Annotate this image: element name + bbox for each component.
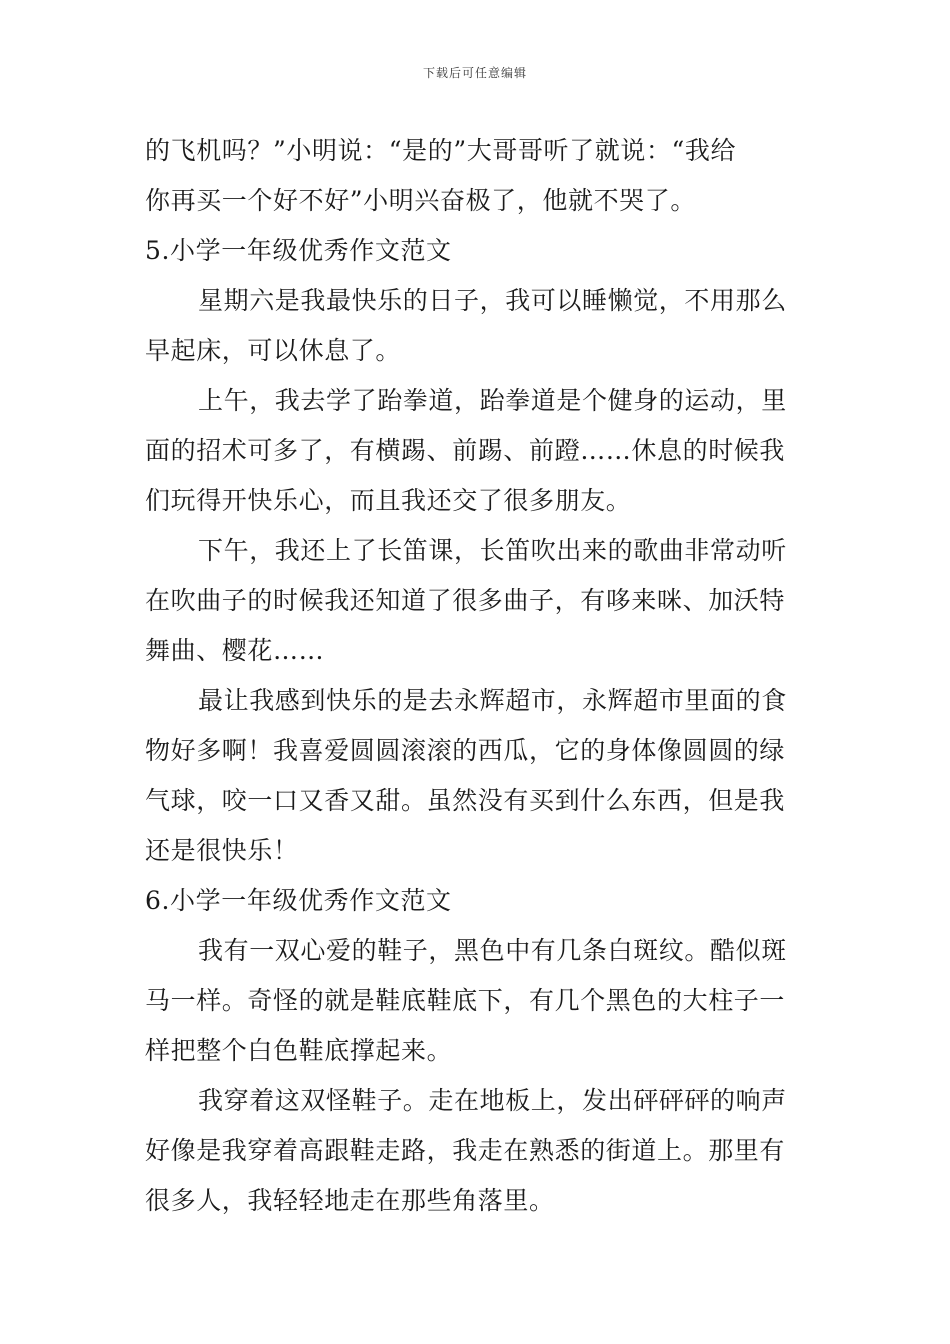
- paragraph-start: 我穿着这双怪鞋子。走在地板上，发出砰砰砰的响声: [198, 1086, 787, 1115]
- text-line: 马一样。奇怪的就是鞋底鞋底下，有几个黑色的大柱子一: [145, 986, 786, 1015]
- text-line: 好像是我穿着高跟鞋走路，我走在熟悉的街道上。那里有: [145, 1136, 786, 1165]
- paragraph-start: 上午，我去学了跆拳道，跆拳道是个健身的运动，里: [198, 386, 787, 415]
- text-line: 你再买一个好不好”小明兴奋极了，他就不哭了。: [145, 186, 696, 215]
- text-line: 早起床，可以休息了。: [145, 336, 402, 365]
- text-line: 还是很快乐！: [145, 836, 299, 865]
- paragraph-start: 星期六是我最快乐的日子，我可以睡懒觉，不用那么: [198, 286, 787, 315]
- paragraph-start: 最让我感到快乐的是去永辉超市，永辉超市里面的食: [198, 686, 787, 715]
- text-line: 气球，咬一口又香又甜。虽然没有买到什么东西，但是我: [145, 786, 786, 815]
- text-line: 样把整个白色鞋底撑起来。: [145, 1036, 453, 1065]
- text-line: 的飞机吗？”小明说：“是的”大哥哥听了就说：“我给: [145, 136, 737, 165]
- section-heading: 5.小学一年级优秀作文范文: [145, 236, 452, 265]
- text-line: 面的招术可多了，有横踢、前踢、前蹬……休息的时候我: [145, 436, 786, 465]
- text-line: 物好多啊！我喜爱圆圆滚滚的西瓜，它的身体像圆圆的绿: [145, 736, 786, 765]
- page-header-note: 下载后可任意编辑: [422, 66, 527, 80]
- text-line: 舞曲、樱花……: [145, 636, 325, 665]
- text-line: 在吹曲子的时候我还知道了很多曲子，有哆来咪、加沃特: [145, 586, 786, 615]
- paragraph-start: 我有一双心爱的鞋子，黑色中有几条白斑纹。酷似斑: [198, 936, 787, 965]
- paragraph-start: 下午，我还上了长笛课，长笛吹出来的歌曲非常动听: [198, 536, 787, 565]
- section-heading: 6.小学一年级优秀作文范文: [145, 886, 452, 915]
- document-body: [145, 126, 813, 1226]
- text-line: 们玩得开快乐心，而且我还交了很多朋友。: [145, 486, 632, 515]
- text-line: 很多人，我轻轻地走在那些角落里。: [145, 1186, 555, 1215]
